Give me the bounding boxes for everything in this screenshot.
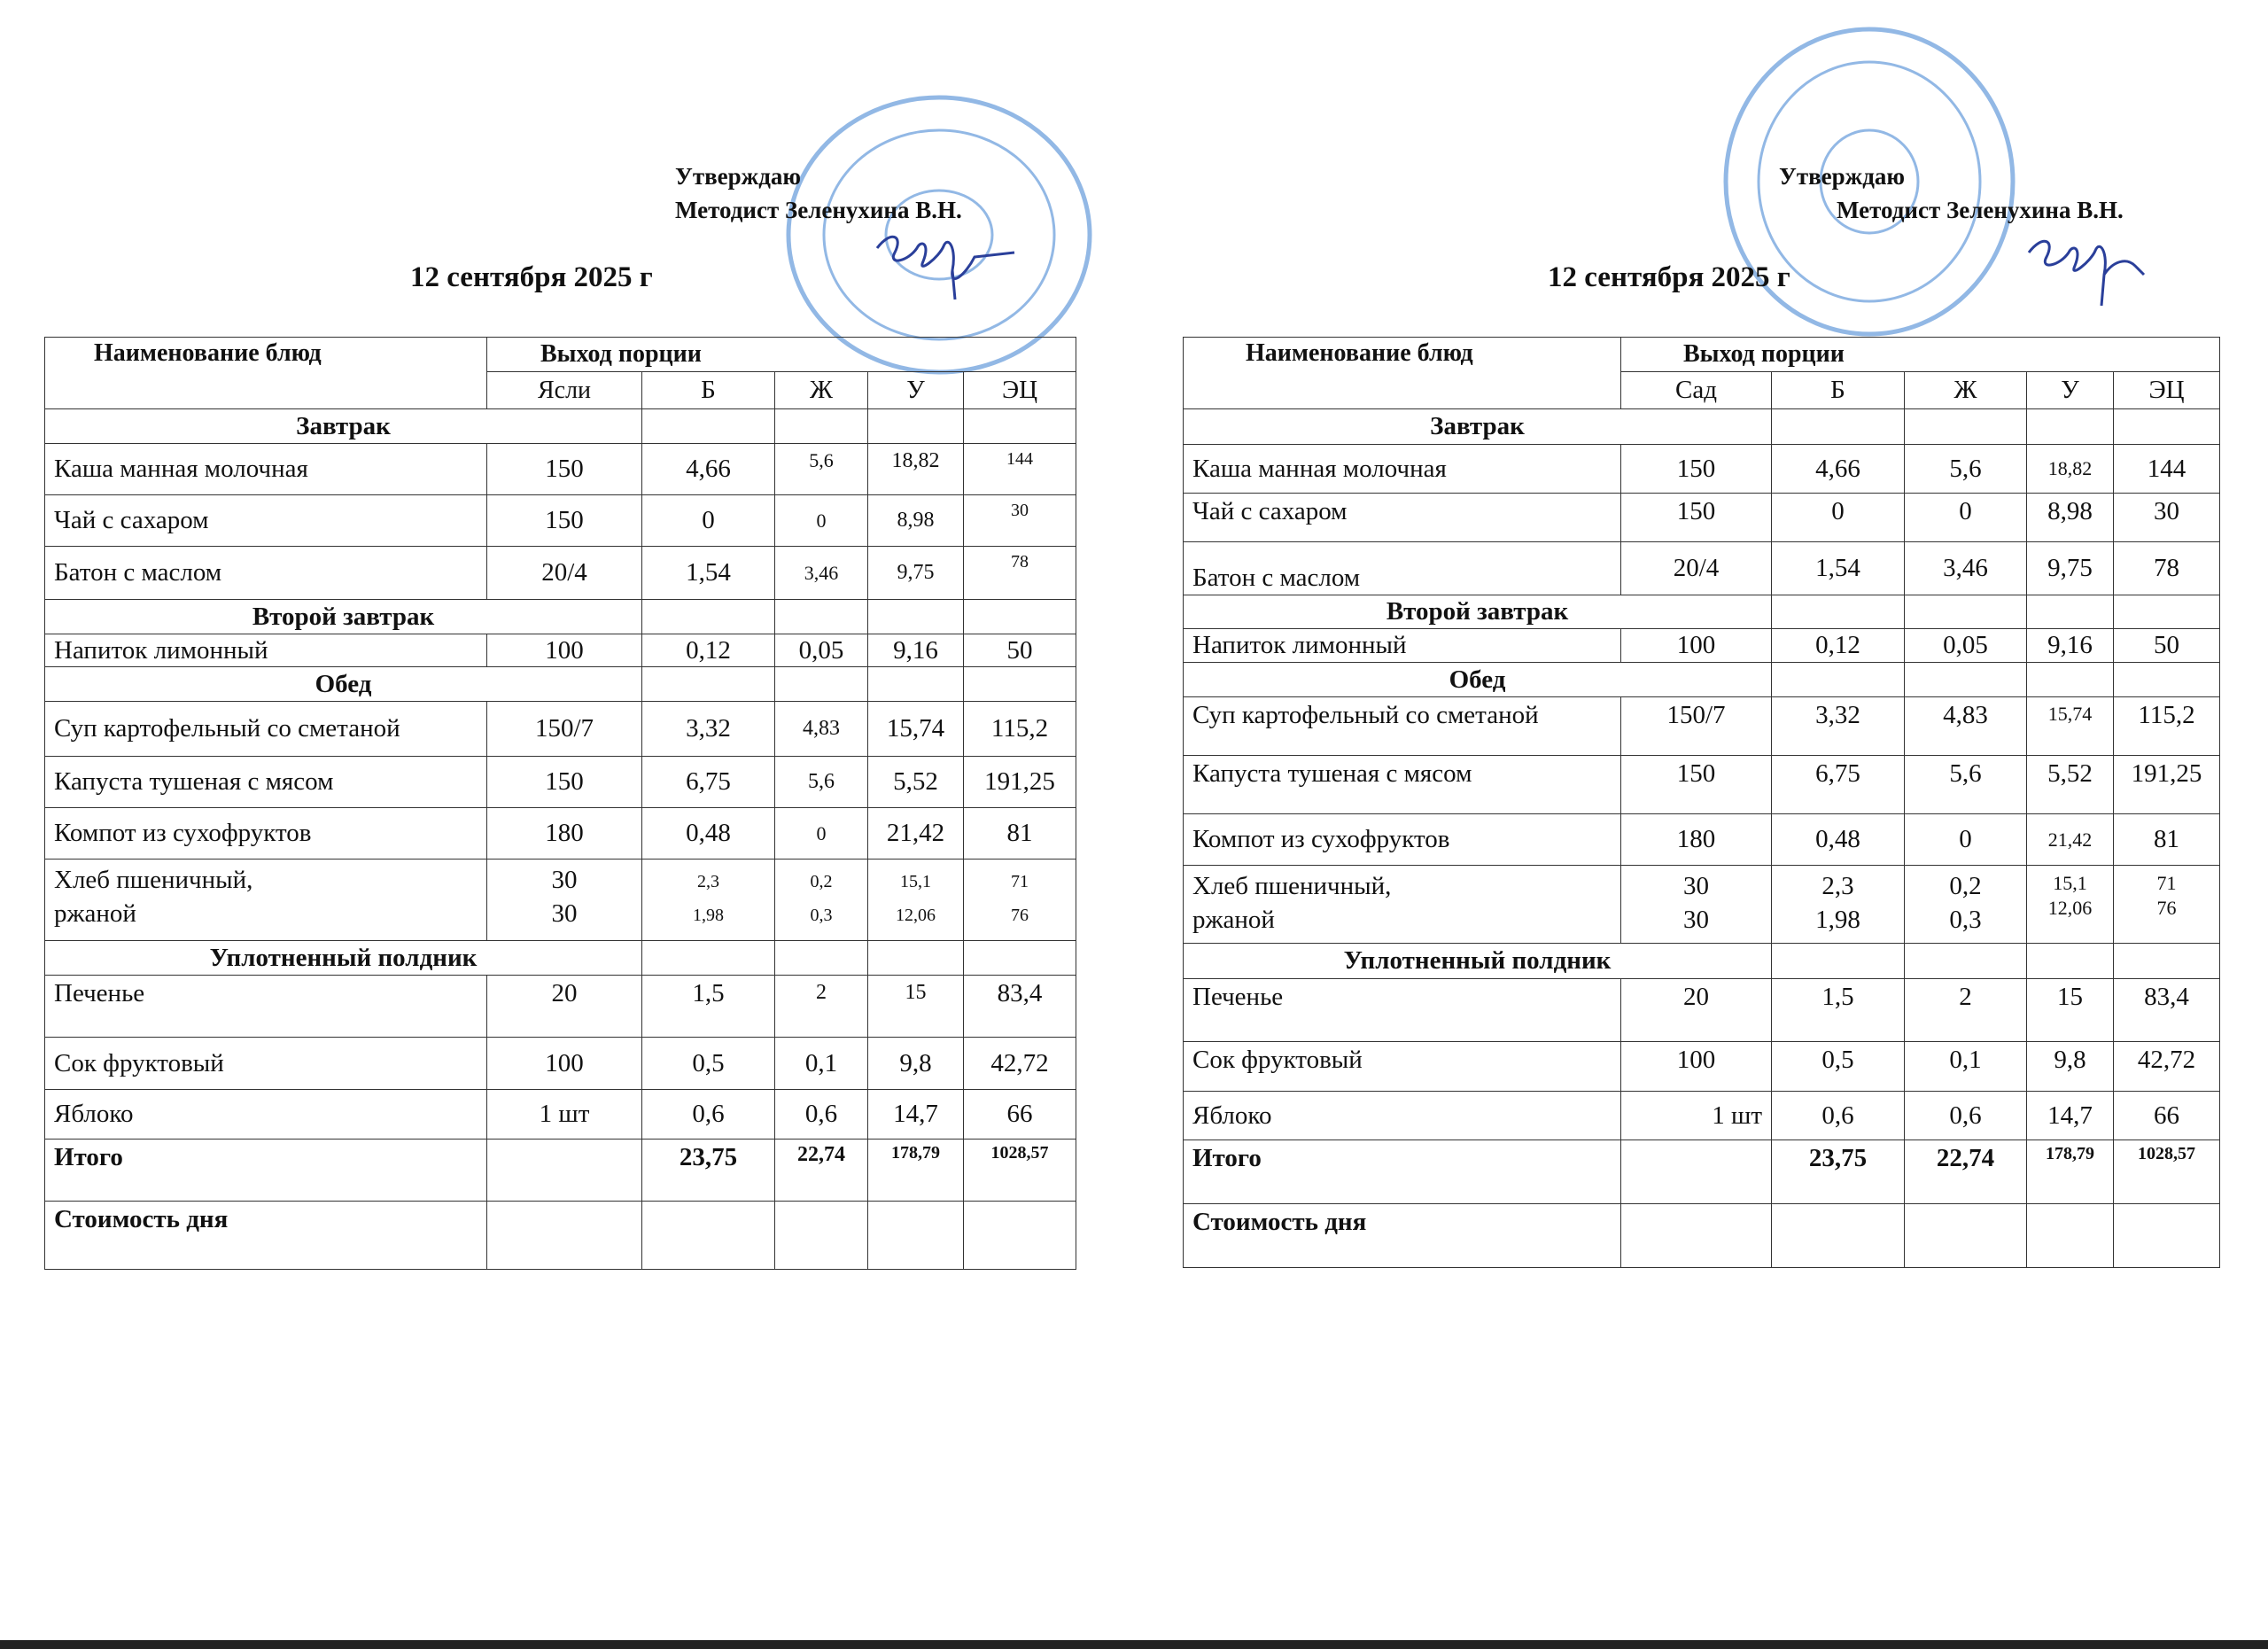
- fat-value: [1905, 866, 2027, 944]
- header-energy: ЭЦ: [2114, 372, 2220, 409]
- header-fats: Ж: [1905, 372, 2027, 409]
- bread-rye-carb: 12,06: [896, 906, 936, 925]
- carb-value: 9,75: [868, 547, 964, 600]
- table-row: [1184, 1092, 2220, 1140]
- portion-value: 20/4: [1621, 542, 1772, 595]
- table-row: [1184, 756, 2220, 814]
- section-snack: Уплотненный полдник: [1184, 944, 1772, 979]
- dish-name: Сок фруктовый: [45, 1038, 487, 1090]
- portion-value: 150/7: [1621, 697, 1772, 756]
- table-row: [1184, 814, 2220, 866]
- dish-name: Суп картофельный со сметаной: [45, 702, 487, 757]
- table-row: [45, 860, 1076, 941]
- protein-value: 0,5: [642, 1038, 775, 1090]
- total-label: Итого: [45, 1140, 487, 1202]
- fat-value: 2: [775, 976, 868, 1038]
- table-row: [45, 547, 1076, 600]
- carb-value: [868, 860, 964, 941]
- energy-value: 115,2: [964, 702, 1076, 757]
- total-energy: 1028,57: [964, 1140, 1076, 1202]
- fat-value: 5,6: [775, 757, 868, 808]
- table-row: [45, 757, 1076, 808]
- portion-value: 180: [1621, 814, 1772, 866]
- carb-value: 9,8: [868, 1038, 964, 1090]
- portion-value: 100: [487, 634, 642, 667]
- carb-value: 9,8: [2027, 1042, 2114, 1092]
- carb-value: 14,7: [2027, 1092, 2114, 1140]
- handwritten-signature-icon: [2020, 226, 2153, 315]
- energy-value: 83,4: [964, 976, 1076, 1038]
- energy-value: [964, 860, 1076, 941]
- protein-value: 1,5: [642, 976, 775, 1038]
- approval-block: [675, 159, 962, 227]
- protein-value: [642, 860, 775, 941]
- table-row: [45, 634, 1076, 667]
- portion-value: 150: [487, 444, 642, 495]
- table-row: [45, 1090, 1076, 1140]
- total-row: [1184, 1140, 2220, 1204]
- menu-table: [44, 337, 1076, 1270]
- fat-value: 0,05: [775, 634, 868, 667]
- fat-value: 4,83: [775, 702, 868, 757]
- fat-value: 2: [1905, 979, 2027, 1042]
- dish-name: Компот из сухофруктов: [45, 808, 487, 860]
- portion-value: 150: [487, 757, 642, 808]
- protein-value: [1772, 866, 1905, 944]
- protein-value: 1,54: [1772, 542, 1905, 595]
- bread-wheat-name: Хлеб пшеничный,: [1192, 872, 1392, 900]
- protein-value: 6,75: [1772, 756, 1905, 814]
- portion-value: 20: [487, 976, 642, 1038]
- header-carbs: У: [2027, 372, 2114, 409]
- cost-row: [45, 1202, 1076, 1270]
- section-lunch: Обед: [1184, 663, 1772, 697]
- energy-value: 78: [964, 547, 1076, 600]
- energy-value: 42,72: [2114, 1042, 2220, 1092]
- fat-value: [775, 860, 868, 941]
- section-snack: Уплотненный полдник: [45, 941, 642, 976]
- total-label: Итого: [1184, 1140, 1621, 1204]
- bread-wheat-portion: 30: [551, 866, 578, 894]
- bread-wheat-protein: 2,3: [697, 872, 719, 891]
- total-fat: 22,74: [775, 1140, 868, 1202]
- section-lunch: Обед: [45, 667, 642, 702]
- table-row: [1184, 866, 2220, 944]
- protein-value: 3,32: [1772, 697, 1905, 756]
- approval-title: Утверждаю: [675, 163, 802, 190]
- bread-wheat-portion: 30: [1683, 872, 1709, 900]
- dish-name: [1184, 866, 1621, 944]
- header-fats: Ж: [775, 372, 868, 409]
- protein-value: 0,48: [1772, 814, 1905, 866]
- menu-date: 12 сентября 2025 г: [1548, 261, 1790, 293]
- fat-value: 5,6: [775, 444, 868, 495]
- dish-name: Чай с сахаром: [45, 495, 487, 547]
- total-protein: 23,75: [1772, 1140, 1905, 1204]
- header-dish-name: Наименование блюд: [1184, 338, 1621, 409]
- dish-name: Батон с маслом: [45, 547, 487, 600]
- carb-value: 9,75: [2027, 542, 2114, 595]
- carb-value: 18,82: [2027, 445, 2114, 494]
- bread-rye-protein: 1,98: [693, 906, 724, 925]
- cost-row: [1184, 1204, 2220, 1268]
- bread-wheat-energy: 71: [2156, 872, 2177, 894]
- bread-wheat-carb: 15,1: [2053, 872, 2087, 894]
- header-energy: ЭЦ: [964, 372, 1076, 409]
- portion-value: 180: [487, 808, 642, 860]
- dish-name: Компот из сухофруктов: [1184, 814, 1621, 866]
- header-group: Сад: [1621, 372, 1772, 409]
- section-second-breakfast: Второй завтрак: [45, 600, 642, 634]
- energy-value: 191,25: [964, 757, 1076, 808]
- energy-value: 144: [2114, 445, 2220, 494]
- carb-value: 21,42: [2027, 814, 2114, 866]
- dish-name: Капуста тушеная с мясом: [1184, 756, 1621, 814]
- table-row: [1184, 979, 2220, 1042]
- dish-name: [45, 860, 487, 941]
- approval-block: [1779, 159, 2124, 227]
- bread-rye-protein: 1,98: [1815, 906, 1860, 934]
- menu-table: [1183, 337, 2220, 1268]
- carb-value: 8,98: [868, 495, 964, 547]
- dish-name: Печенье: [45, 976, 487, 1038]
- protein-value: 4,66: [642, 444, 775, 495]
- portion-value: 150: [1621, 445, 1772, 494]
- header-portion-output: Выход порции: [1621, 338, 2220, 372]
- protein-value: 0,48: [642, 808, 775, 860]
- table-row: [45, 976, 1076, 1038]
- carb-value: 5,52: [868, 757, 964, 808]
- bread-rye-name: ржаной: [54, 899, 136, 928]
- total-carb: 178,79: [2027, 1140, 2114, 1204]
- fat-value: 0: [775, 495, 868, 547]
- section-breakfast: Завтрак: [45, 409, 642, 444]
- protein-value: 0,6: [642, 1090, 775, 1140]
- scan-edge: [0, 1640, 2268, 1649]
- total-fat: 22,74: [1905, 1140, 2027, 1204]
- total-energy: 1028,57: [2114, 1140, 2220, 1204]
- carb-value: 15: [868, 976, 964, 1038]
- fat-value: 4,83: [1905, 697, 2027, 756]
- dish-name: Напиток лимонный: [1184, 629, 1621, 663]
- fat-value: 5,6: [1905, 756, 2027, 814]
- protein-value: 0,12: [1772, 629, 1905, 663]
- energy-value: 78: [2114, 542, 2220, 595]
- protein-value: 1,5: [1772, 979, 1905, 1042]
- bread-rye-carb: 12,06: [2047, 897, 2093, 919]
- portion-value: 150/7: [487, 702, 642, 757]
- table-row: [45, 702, 1076, 757]
- energy-value: 30: [964, 495, 1076, 547]
- bread-rye-portion: 30: [551, 899, 578, 928]
- carb-value: 5,52: [2027, 756, 2114, 814]
- carb-value: 9,16: [2027, 629, 2114, 663]
- dish-name: Суп картофельный со сметаной: [1184, 697, 1621, 756]
- energy-value: 42,72: [964, 1038, 1076, 1090]
- energy-value: 50: [964, 634, 1076, 667]
- carb-value: 21,42: [868, 808, 964, 860]
- portion-value: 20/4: [487, 547, 642, 600]
- bread-wheat-fat: 0,2: [810, 872, 833, 891]
- table-row: [1184, 1042, 2220, 1092]
- fat-value: 3,46: [1905, 542, 2027, 595]
- fat-value: 0,6: [775, 1090, 868, 1140]
- header-proteins: Б: [1772, 372, 1905, 409]
- dish-name: Сок фруктовый: [1184, 1042, 1621, 1092]
- portion-value: 20: [1621, 979, 1772, 1042]
- portion-value: 100: [1621, 629, 1772, 663]
- table-row: [45, 444, 1076, 495]
- fat-value: 0,6: [1905, 1092, 2027, 1140]
- portion-value: 150: [1621, 756, 1772, 814]
- carb-value: 15: [2027, 979, 2114, 1042]
- portion-value: [487, 860, 642, 941]
- table-row: [1184, 494, 2220, 542]
- dish-name: Каша манная молочная: [45, 444, 487, 495]
- protein-value: 0: [1772, 494, 1905, 542]
- bread-rye-energy: 76: [2156, 897, 2177, 919]
- energy-value: 81: [2114, 814, 2220, 866]
- fat-value: 5,6: [1905, 445, 2027, 494]
- energy-value: 83,4: [2114, 979, 2220, 1042]
- fat-value: 0: [1905, 494, 2027, 542]
- energy-value: 115,2: [2114, 697, 2220, 756]
- fat-value: 3,46: [775, 547, 868, 600]
- dish-name: Яблоко: [45, 1090, 487, 1140]
- approval-signer: Методист Зеленухина В.Н.: [675, 197, 962, 223]
- fat-value: 0,1: [1905, 1042, 2027, 1092]
- protein-value: 4,66: [1772, 445, 1905, 494]
- header-carbs: У: [868, 372, 964, 409]
- table-row: [45, 808, 1076, 860]
- carb-value: 15,74: [2027, 697, 2114, 756]
- approval-title: Утверждаю: [1779, 163, 1906, 190]
- protein-value: 0,5: [1772, 1042, 1905, 1092]
- carb-value: 18,82: [868, 444, 964, 495]
- energy-value: 66: [2114, 1092, 2220, 1140]
- dish-name: Напиток лимонный: [45, 634, 487, 667]
- bread-rye-name: ржаной: [1192, 906, 1275, 934]
- carb-value: [2027, 866, 2114, 944]
- dish-name: Печенье: [1184, 979, 1621, 1042]
- handwritten-signature-icon: [868, 222, 1019, 306]
- bread-wheat-fat: 0,2: [1949, 872, 1982, 900]
- bread-rye-fat: 0,3: [810, 906, 833, 925]
- energy-value: 144: [964, 444, 1076, 495]
- dish-name: Каша манная молочная: [1184, 445, 1621, 494]
- bread-wheat-protein: 2,3: [1821, 872, 1854, 900]
- energy-value: [2114, 866, 2220, 944]
- portion-value: 1 шт: [487, 1090, 642, 1140]
- carb-value: 14,7: [868, 1090, 964, 1140]
- protein-value: 0,12: [642, 634, 775, 667]
- total-row: [45, 1140, 1076, 1202]
- energy-value: 81: [964, 808, 1076, 860]
- protein-value: 0,6: [1772, 1092, 1905, 1140]
- portion-value: 150: [1621, 494, 1772, 542]
- bread-wheat-energy: 71: [1011, 872, 1029, 891]
- energy-value: 50: [2114, 629, 2220, 663]
- protein-value: 1,54: [642, 547, 775, 600]
- protein-value: 6,75: [642, 757, 775, 808]
- table-row: [1184, 629, 2220, 663]
- bread-wheat-name: Хлеб пшеничный,: [54, 866, 253, 894]
- fat-value: 0: [1905, 814, 2027, 866]
- carb-value: 15,74: [868, 702, 964, 757]
- bread-rye-portion: 30: [1683, 906, 1709, 934]
- portion-value: 100: [487, 1038, 642, 1090]
- portion-value: 100: [1621, 1042, 1772, 1092]
- fat-value: 0,05: [1905, 629, 2027, 663]
- header-group: Ясли: [487, 372, 642, 409]
- cost-label: Стоимость дня: [45, 1202, 487, 1270]
- section-second-breakfast: Второй завтрак: [1184, 595, 1772, 629]
- bread-wheat-carb: 15,1: [900, 872, 931, 891]
- carb-value: 9,16: [868, 634, 964, 667]
- table-row: [1184, 697, 2220, 756]
- fat-value: 0,1: [775, 1038, 868, 1090]
- bread-rye-fat: 0,3: [1949, 906, 1982, 934]
- approval-signer: Методист Зеленухина В.Н.: [1837, 197, 2124, 223]
- portion-value: 1 шт: [1621, 1092, 1772, 1140]
- bread-rye-energy: 76: [1011, 906, 1029, 925]
- total-carb: 178,79: [868, 1140, 964, 1202]
- header-dish-name: Наименование блюд: [45, 338, 487, 409]
- dish-name: Чай с сахаром: [1184, 494, 1621, 542]
- dish-name: Капуста тушеная с мясом: [45, 757, 487, 808]
- energy-value: 30: [2114, 494, 2220, 542]
- protein-value: 3,32: [642, 702, 775, 757]
- fat-value: 0: [775, 808, 868, 860]
- table-row: [1184, 542, 2220, 595]
- table-row: [45, 495, 1076, 547]
- menu-date: 12 сентября 2025 г: [410, 261, 653, 293]
- header-proteins: Б: [642, 372, 775, 409]
- table-row: [1184, 445, 2220, 494]
- dish-name: Яблоко: [1184, 1092, 1621, 1140]
- table-row: [45, 1038, 1076, 1090]
- protein-value: 0: [642, 495, 775, 547]
- portion-value: [1621, 866, 1772, 944]
- energy-value: 191,25: [2114, 756, 2220, 814]
- carb-value: 8,98: [2027, 494, 2114, 542]
- dish-name: Батон с маслом: [1184, 542, 1621, 595]
- header-portion-output: Выход порции: [487, 338, 1076, 372]
- portion-value: 150: [487, 495, 642, 547]
- total-protein: 23,75: [642, 1140, 775, 1202]
- cost-label: Стоимость дня: [1184, 1204, 1621, 1268]
- section-breakfast: Завтрак: [1184, 409, 1772, 445]
- energy-value: 66: [964, 1090, 1076, 1140]
